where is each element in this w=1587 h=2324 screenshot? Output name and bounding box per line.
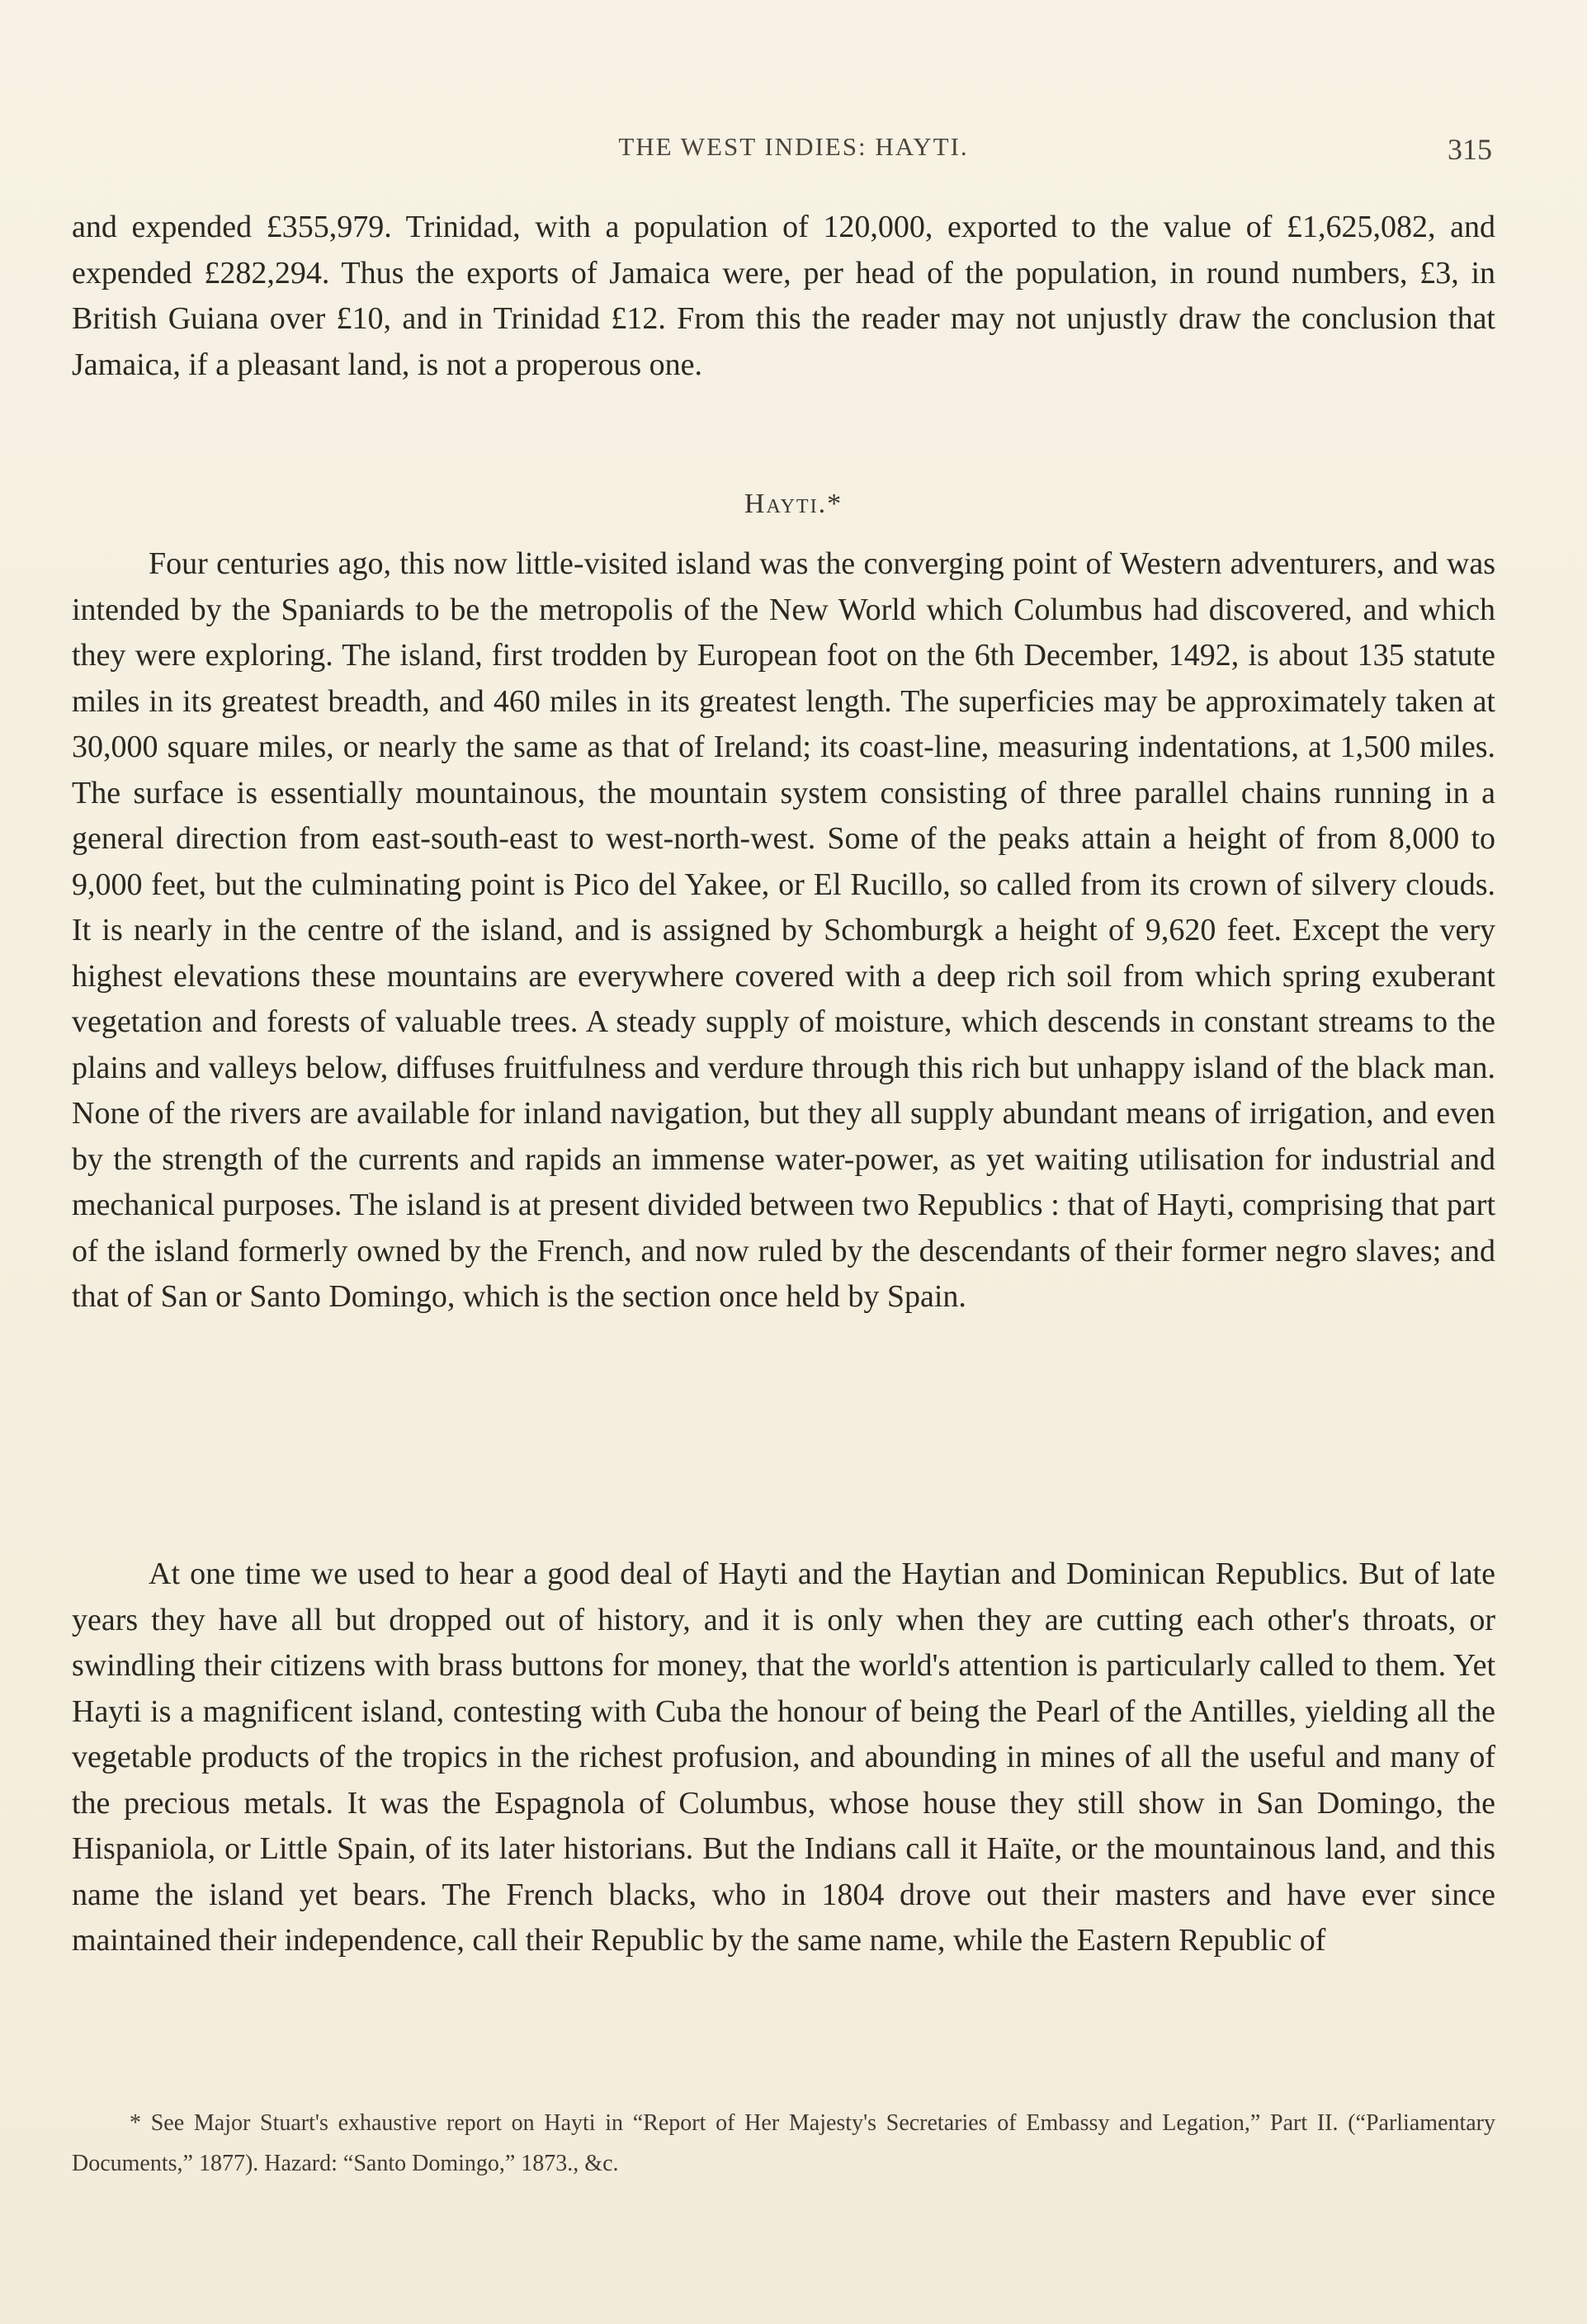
paragraph-continuation	[72, 205, 1495, 388]
paragraph-hayti-history	[72, 1552, 1495, 1964]
paragraph-3: At one time we used to hear a good deal of Hayti and the Haytian and Dominican Republics. But of late years they have all but dropped out of history, and it is only when they are cutting each other's throats, or swindling their citizens with brass buttons for money, that the world's attention is particularly called to them. Yet Hayti is a magnificent island, contesting with Cuba the honour of being the Pearl of the Antilles, yielding all the vegetable products of the tropics in the richest profusion, and abounding in mines of all the useful and many of the precious metals. It was the Espagnola of Columbus, whose house they still show in San Domingo, the Hispaniola, or Little Spain, of its later historians. But the Indians call it Haïte, or the mountainous land, and this name the island yet bears. The French blacks, who in 1804 drove out their masters and have ever since maintained their independence, call their Republic by the same name, while the Eastern Republic of	[72, 1556, 1495, 1958]
paragraph-1: and expended £355,979. Trinidad, with a population of 120,000, exported to the value of £1,625,082, and expended £282,294. Thus the exports of Jamaica were, per head of the population, in round numbers, £3, in British Guiana over £10, and in Trinidad £12. From this the reader may not unjustly draw the conclusion that Jamaica, if a pleasant land, is not a properous one.	[72, 210, 1495, 382]
paragraph-2: Four centuries ago, this now little-visited island was the converging point of Western adventurers, and was intended by the Spaniards to be the metropolis of the New World which Columbus had discovered, and which they were exploring. The island, first trodden by European foot on the 6th December, 1492, is about 135 statute miles in its greatest breadth, and 460 miles in its greatest length. The superficies may be approximately taken at 30,000 square miles, or nearly the same as that of Ireland; its coast-line, measuring indentations, at 1,500 miles. The surface is essentially mountainous, the mountain system consisting of three parallel chains running in a general direction from east-south-east to west-north-west. Some of the peaks attain a height of from 8,000 to 9,000 feet, but the culminating point is Pico del Yakee, or El Rucillo, so called from its crown of silvery clouds. It is nearly in the centre of the island, and is assigned by Schomburgk a height of 9,620 feet. Except the very highest elevations these mountains are everywhere covered with a deep rich soil from which spring exuberant vegetation and forests of valuable trees. A steady supply of moisture, which descends in constant streams to the plains and valleys below, diffuses fruitfulness and verdure through this rich but unhappy island of the black man. None of the rivers are available for inland navigation, but they all supply abundant means of irrigation, and even by the strength of the currents and rapids an immense water-power, as yet waiting utilisation for industrial and mechanical purposes. The island is at present divided between two Republics : that of Hayti, comprising that part of the island formerly owned by the French, and now ruled by the descendants of their former negro slaves; and that of San or Santo Domingo, which is the section once held by Spain.	[72, 546, 1495, 1314]
footnote	[72, 2103, 1495, 2184]
running-head	[0, 132, 1587, 165]
page-number: 315	[1448, 133, 1492, 166]
section-heading: Hayti.*	[744, 489, 843, 519]
paragraph-hayti-geography	[72, 541, 1495, 1320]
footnote-text: * See Major Stuart's exhaustive report on Hayti in “Report of Her Majesty's Secretaries of Embassy and Legation,” Part II. (“Parliamentary Documents,” 1877). Hazard: “Santo Domingo,” 1873., &c.	[72, 2110, 1495, 2176]
running-title: THE WEST INDIES: HAYTI.	[618, 132, 969, 161]
